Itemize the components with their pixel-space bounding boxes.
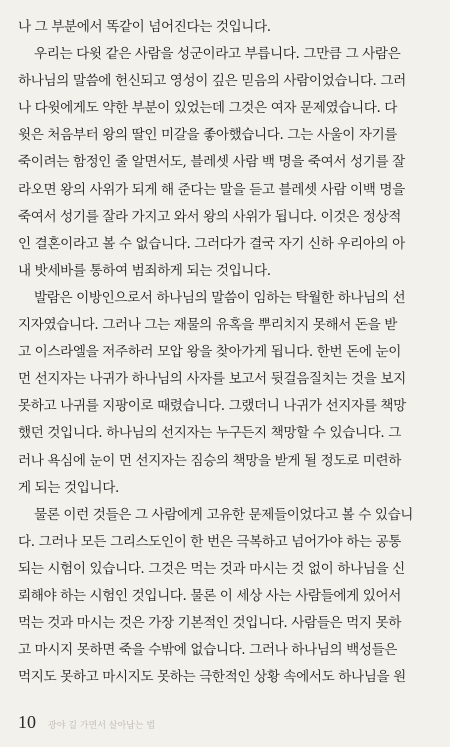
text-line: 먹지도 못하고 마시지도 못하는 극한적인 상황 속에서도 하나님을 원	[18, 669, 406, 686]
text-line: 윗은 처음부터 왕의 딸인 미갈을 좋아했습니다. 그는 사울이 자기를	[18, 127, 398, 144]
text-line: 인 결혼이라고 볼 수 없습니다. 그러다가 결국 자기 신하 우리아의 아	[18, 235, 405, 252]
text-line: 죽여서 성기를 잘라 가지고 와서 왕의 사위가 됩니다. 이것은 정상적	[18, 208, 401, 225]
text-line: 물론 이런 것들은 그 사람에게 고유한 문제들이었다고 볼 수 있습니	[34, 506, 414, 523]
text-line: 고 마시지 못하면 죽을 수밖에 없습니다. 그러나 하나님의 백성들은	[18, 642, 398, 659]
text-line: 게 되는 것입니다.	[18, 479, 119, 496]
text-line: 했던 것입니다. 하나님의 선지자는 누구든지 책망할 수 있습니다. 그	[18, 425, 401, 442]
running-title: 광야 길 가면서 살아남는 법	[48, 721, 156, 731]
text-line: 뢰해야 하는 시험인 것입니다. 물론 이 세상 사는 사람들에게 있어서	[18, 587, 401, 604]
text-line: 나 다윗에게도 약한 부분이 있었는데 그것은 여자 문제였습니다. 다	[18, 100, 398, 117]
body-text	[18, 14, 442, 691]
text-line: 하나님의 말씀에 헌신되고 영성이 깊은 믿음의 사람이었습니다. 그러	[18, 73, 406, 90]
text-line: 나 그 부분에서 똑같이 넘어진다는 것입니다.	[18, 19, 271, 35]
page-number: 10	[18, 712, 36, 732]
text-line: 우리는 다윗 같은 사람을 성군이라고 부릅니다. 그만큼 그 사람은	[34, 46, 401, 63]
text-line: 다. 그러나 모든 그리스도인이 한 번은 극복하고 넘어가야 하는 공통	[18, 533, 401, 550]
text-line: 러나 욕심에 눈이 먼 선지자는 짐승의 책망을 받게 될 정도로 미련하	[18, 452, 401, 469]
text-line: 고 이스라엘을 저주하러 모압 왕을 찾아가게 됩니다. 한번 돈에 눈이	[18, 344, 401, 361]
text-line: 되는 시험이 있습니다. 그것은 먹는 것과 마시는 것 없이 하나님을 신	[18, 560, 405, 577]
text-line: 내 밧세바를 통하여 범죄하게 되는 것입니다.	[18, 262, 271, 279]
text-line: 지자였습니다. 그러나 그는 재물의 유혹을 뿌리치지 못해서 돈을 받	[18, 317, 398, 334]
text-line: 먼 선지자는 나귀가 하나님의 사자를 보고서 뒷걸음질치는 것을 보지	[18, 371, 406, 388]
text-line: 죽이려는 함정인 줄 알면서도, 블레셋 사람 백 명을 죽여서 성기를 잘	[18, 154, 405, 171]
text-line: 못하고 나귀를 지팡이로 때렸습니다. 그랬더니 나귀가 선지자를 책망	[18, 398, 406, 415]
text-line: 라오면 왕의 사위가 되게 해 준다는 말을 듣고 블레셋 사람 이백 명을	[18, 181, 405, 198]
page-footer	[18, 712, 155, 736]
text-line: 먹는 것과 마시는 것은 가장 기본적인 것입니다. 사람들은 먹지 못하	[18, 615, 401, 632]
text-line: 발람은 이방인으로서 하나님의 말씀이 임하는 탁월한 하나님의 선	[34, 289, 406, 306]
